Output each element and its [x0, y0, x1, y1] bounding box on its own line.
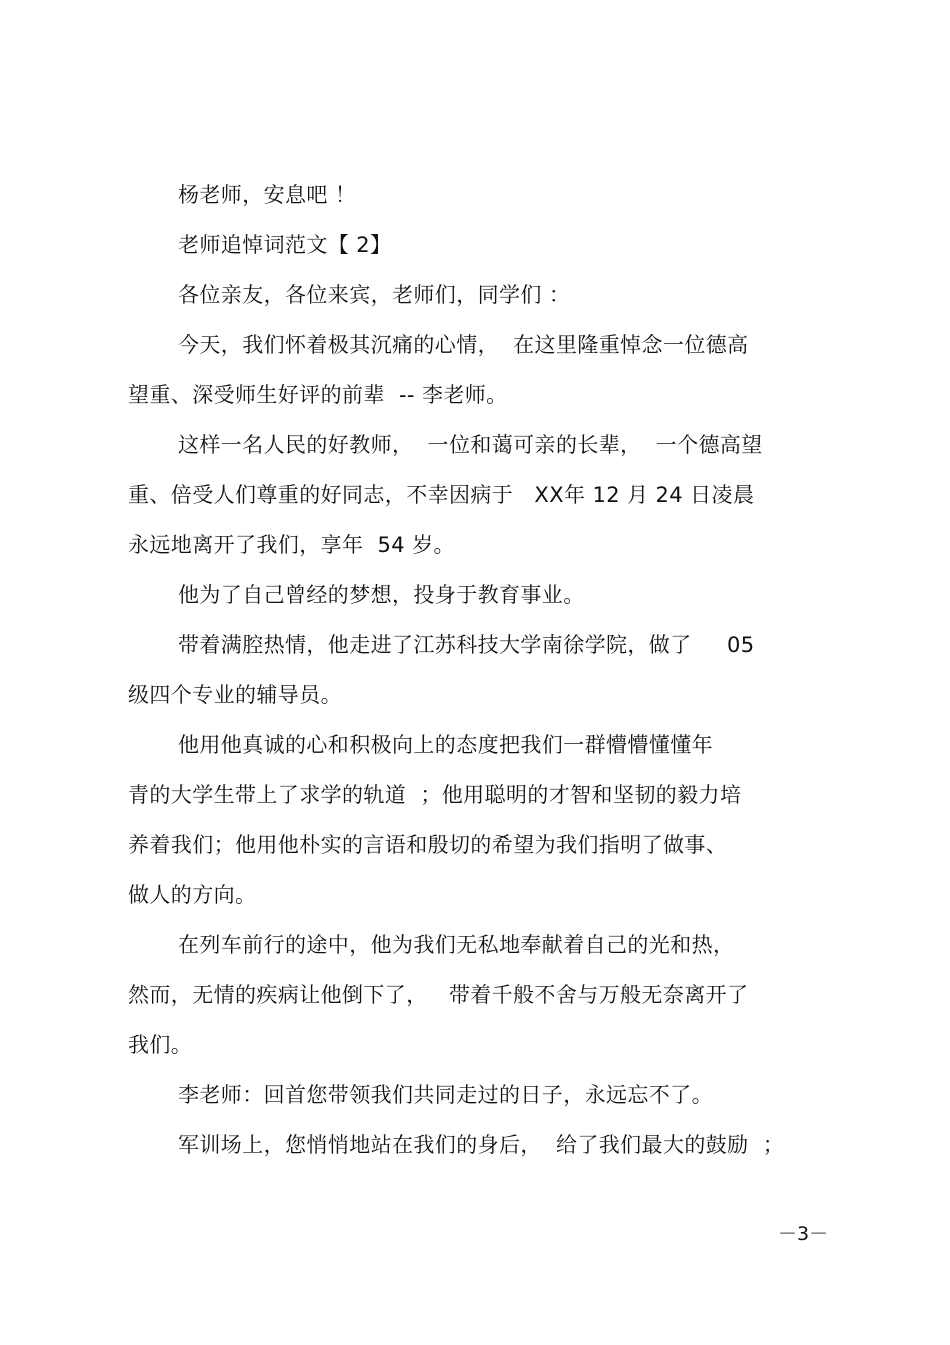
text-line: 永远地离开了我们，享年 54 岁。 — [128, 533, 455, 557]
text-line: 军训场上，您悄悄地站在我们的身后， 给了我们最大的鼓励 ； — [178, 1133, 785, 1157]
text-line: 今天，我们怀着极其沉痛的心情， 在这里隆重悼念一位德高 — [178, 333, 749, 357]
text-line: 他用他真诚的心和积极向上的态度把我们一群懵懵懂懂年 — [178, 733, 713, 757]
text-line: 他为了自己曾经的梦想，投身于教育事业。 — [178, 583, 585, 607]
text-line: 杨老师，安息吧 ！ — [178, 183, 357, 207]
text-line: 在列车前行的途中，他为我们无私地奉献着自己的光和热， — [178, 933, 735, 957]
text-line: 然而，无情的疾病让他倒下了， 带着千般不舍与万般无奈离开了 — [128, 983, 749, 1007]
text-line: 李老师：回首您带领我们共同走过的日子，永远忘不了。 — [178, 1083, 713, 1107]
text-line: 做人的方向。 — [128, 883, 257, 907]
page-number: －3－ — [778, 1223, 829, 1245]
text-line: 级四个专业的辅导员。 — [128, 683, 342, 707]
text-line: 各位亲友，各位来宾，老师们，同学们 ： — [178, 283, 571, 307]
text-line: 重、倍受人们尊重的好同志，不幸因病于 XX年 12 月 24 日凌晨 — [128, 483, 755, 507]
text-line: 带着满腔热情，他走进了江苏科技大学南徐学院，做了 05 — [178, 633, 755, 657]
text-line: 我们。 — [128, 1033, 193, 1057]
text-line: 这样一名人民的好教师， 一位和蔼可亲的长辈， 一个德高望 — [178, 433, 763, 457]
text-line: 青的大学生带上了求学的轨道 ；他用聪明的才智和坚韧的毅力培 — [128, 783, 742, 807]
section-heading: 老师追悼词范文【 2】 — [178, 233, 392, 257]
text-line: 望重、深受师生好评的前辈 -- 李老师。 — [128, 383, 508, 407]
text-line: 养着我们；他用他朴实的言语和殷切的希望为我们指明了做事、 — [128, 833, 728, 857]
